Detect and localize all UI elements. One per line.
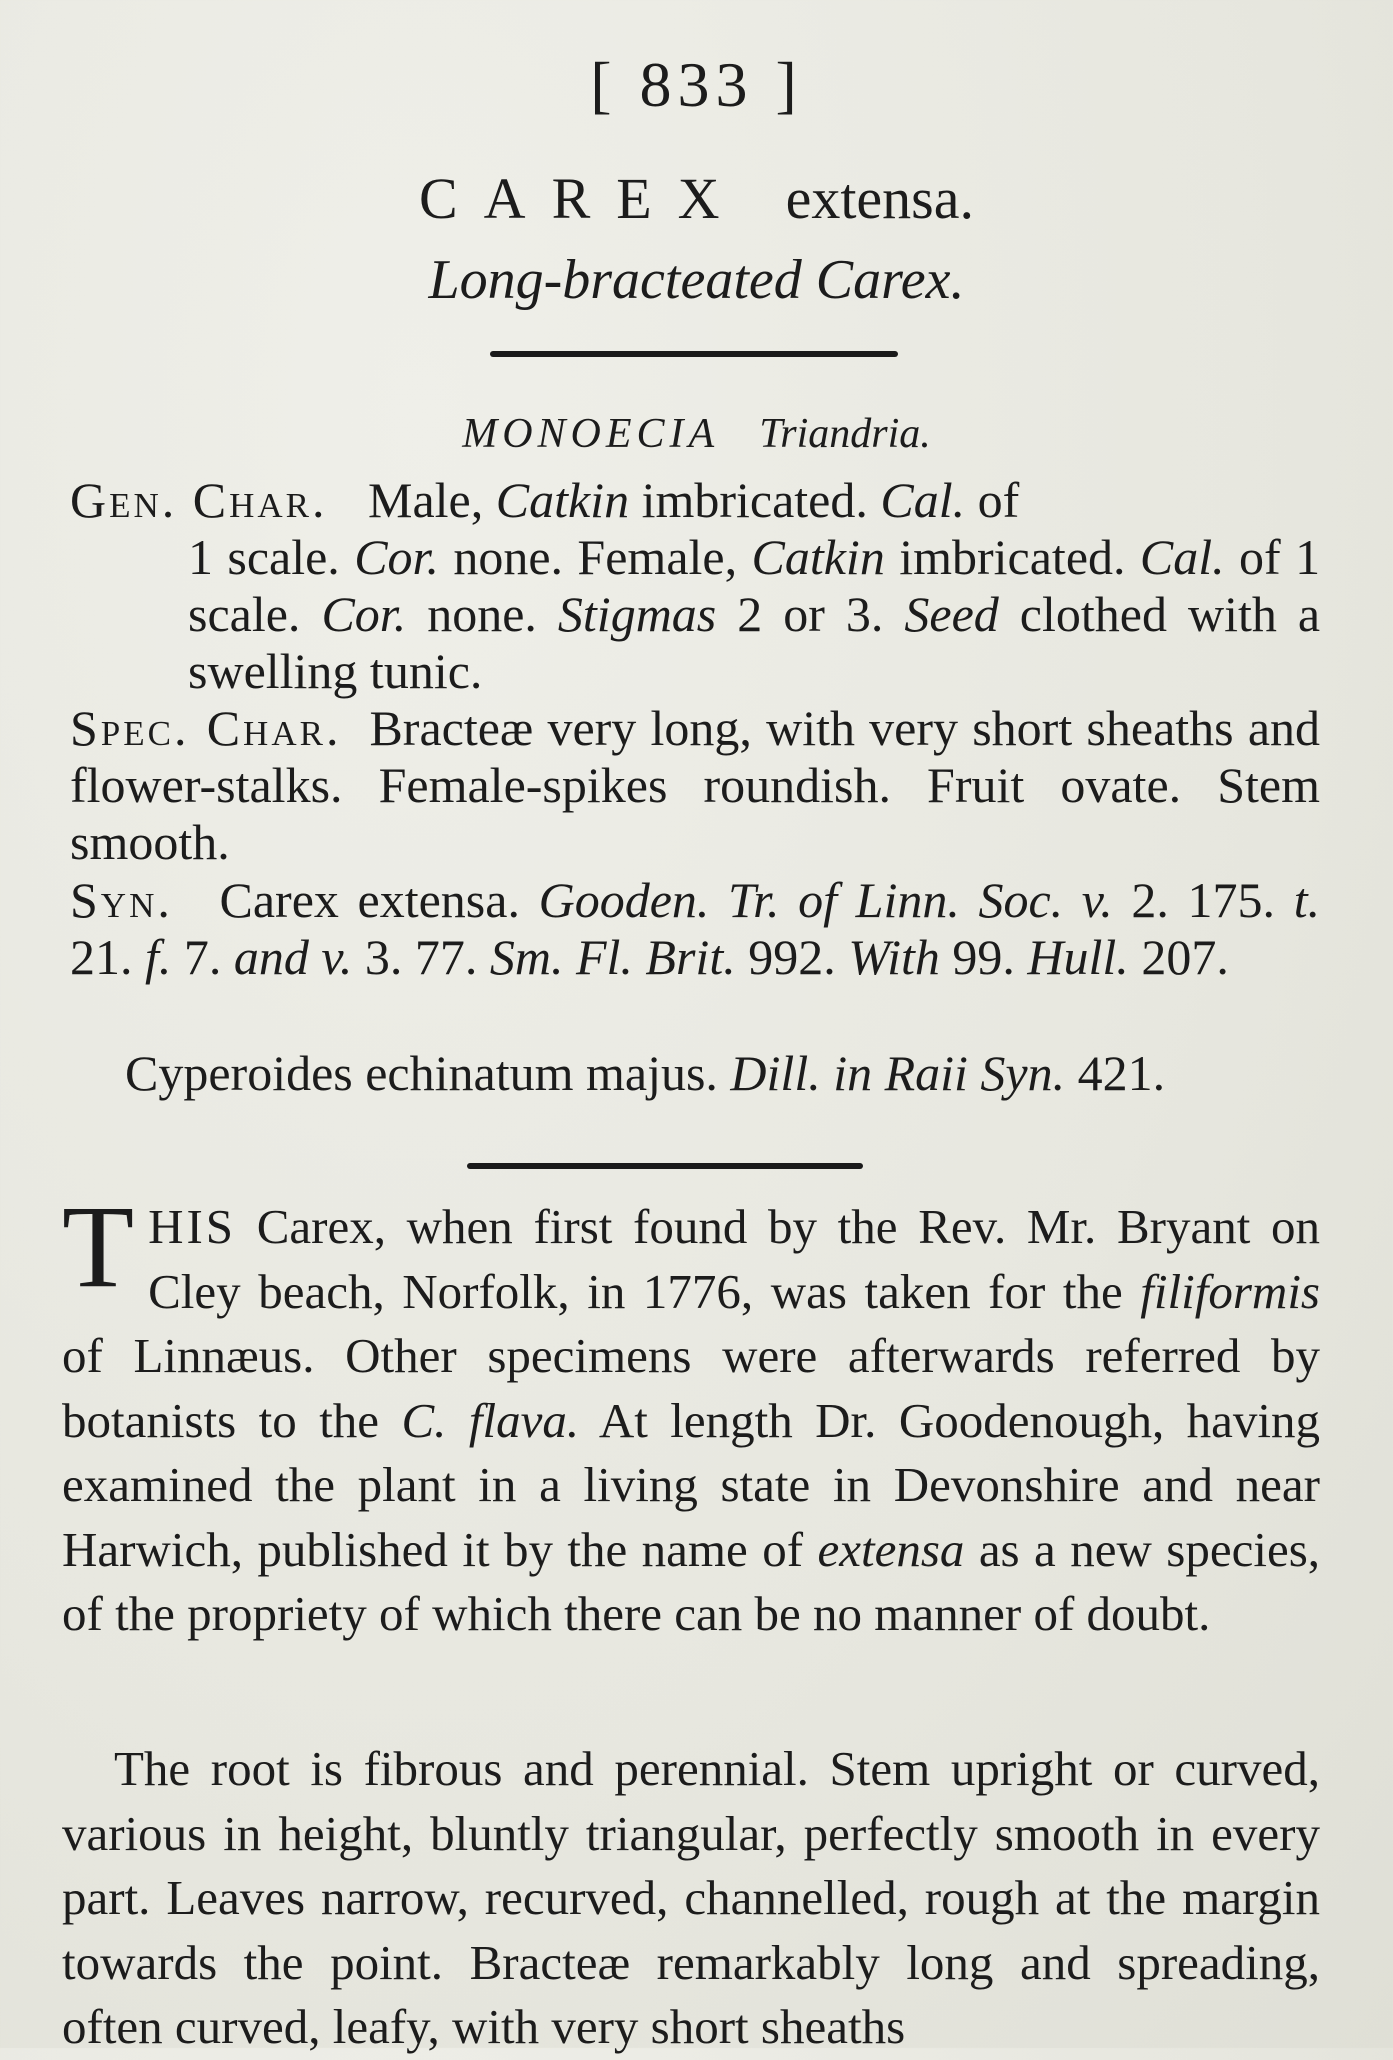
specific-character <box>70 700 1320 871</box>
divider-rule-top <box>490 351 898 357</box>
gen-char-text: 1 scale. <box>188 529 340 585</box>
gen-char-text: imbricated. <box>641 472 868 528</box>
gen-char-italic: Cor. <box>354 529 439 585</box>
syn-text: 992. <box>748 929 836 985</box>
paragraph-description: The root is fibrous and perennial. Stem upright or curved, various in height, bluntly triangular, perfectly smooth in every part. Leaves narrow, recurved, channelled, rough at the margin towards the point. Bracteæ remarkably long and spreading, often curved, leafy, with very short sheaths <box>62 1741 1320 2054</box>
gen-char-text: of <box>977 472 1020 528</box>
gen-char-label: Gen. Char. <box>70 472 328 528</box>
paragraph-italic: C. flava. <box>401 1392 580 1448</box>
gen-char-italic: Cal. <box>880 472 966 528</box>
gen-char-text: none. <box>427 586 537 642</box>
gen-char-text: 2 or 3. <box>737 586 884 642</box>
drop-cap: T <box>62 1181 135 1312</box>
class-name: MONOECIA <box>462 411 720 457</box>
syn-text: 99. <box>952 929 1015 985</box>
paragraph-italic: filiformis <box>1140 1263 1321 1319</box>
gen-char-text: clothed with a swelling tunic. <box>188 586 1321 699</box>
paragraph-italic: extensa <box>817 1521 965 1577</box>
syn-citation: and v. <box>233 929 353 985</box>
syn-text: 2. 175. <box>1131 872 1276 928</box>
gen-char-italic: Cal. <box>1139 529 1225 585</box>
species-epithet: extensa. <box>785 166 974 231</box>
spec-char-label: Spec. Char. <box>70 700 342 756</box>
divider-rule-middle <box>467 1163 863 1169</box>
gen-char-italic: Seed <box>904 586 999 642</box>
generic-character <box>70 472 1320 700</box>
gen-char-text: Male, <box>368 472 484 528</box>
syn-citation: Sm. Fl. Brit. <box>489 929 736 985</box>
paragraph-text: of Linnæus. Other specimens were afterwards referred by botanists to the <box>62 1328 1320 1448</box>
paragraph-text: At length Dr. Goodenough, having examined the plant in a living state in Devonshire and near Harwich, published it by the name of <box>62 1392 1321 1577</box>
genus-name: CAREX <box>419 166 746 231</box>
spec-char-text: Bracteæ very long, with very short sheaths and flower-stalks. Female-spikes roundish. Fruit ovate. Stem smooth. <box>70 700 1321 870</box>
page-number: [ 833 ] <box>590 49 803 120</box>
syn-citation: f. <box>145 929 172 985</box>
gen-char-italic: Cor. <box>321 586 407 642</box>
syn-text: 207. <box>1141 929 1229 985</box>
linnaean-classification <box>0 410 1393 458</box>
syn-citation: With <box>848 929 940 985</box>
syn2-citation: Dill. in Raii Syn. <box>730 1045 1066 1101</box>
gen-char-italic: Stigmas <box>557 586 717 642</box>
gen-char-italic: Catkin <box>751 529 885 585</box>
species-title <box>0 165 1393 232</box>
syn-citation: Gooden. Tr. of Linn. Soc. v. <box>538 872 1113 928</box>
gen-char-text: of 1 scale. <box>188 529 1321 642</box>
gen-char-continuation <box>70 529 1320 700</box>
synonymy <box>70 872 1320 986</box>
syn-text: Carex extensa. <box>219 872 520 928</box>
syn-text: 7. <box>183 929 222 985</box>
paragraph-text: Carex, when first found by the Rev. Mr. Bryant on Cley beach, Norfolk, in 1776, was taken for the <box>148 1199 1320 1319</box>
gen-char-italic: Catkin <box>495 472 630 528</box>
syn-label: Syn. <box>70 872 173 928</box>
syn2-text: 421. <box>1077 1045 1166 1101</box>
common-name: Long-bracteated Carex. <box>428 249 965 311</box>
syn-citation: t. <box>1293 872 1321 928</box>
syn2-text: Cyperoides echinatum majus. <box>125 1045 718 1101</box>
paragraph-text: as a new species, of the propriety of which there can be no manner of doubt. <box>62 1521 1321 1641</box>
first-word: HIS <box>148 1199 237 1254</box>
syn-text: 3. 77. <box>364 929 478 985</box>
paragraph-history <box>62 1181 1321 1647</box>
syn-citation: Hull. <box>1027 929 1129 985</box>
syn-text: 21. <box>70 929 133 985</box>
synonymy-continued <box>125 1045 1320 1102</box>
order-name: Triandria. <box>759 411 931 457</box>
gen-char-text: imbricated. <box>899 529 1126 585</box>
gen-char-text: none. Female, <box>453 529 738 585</box>
